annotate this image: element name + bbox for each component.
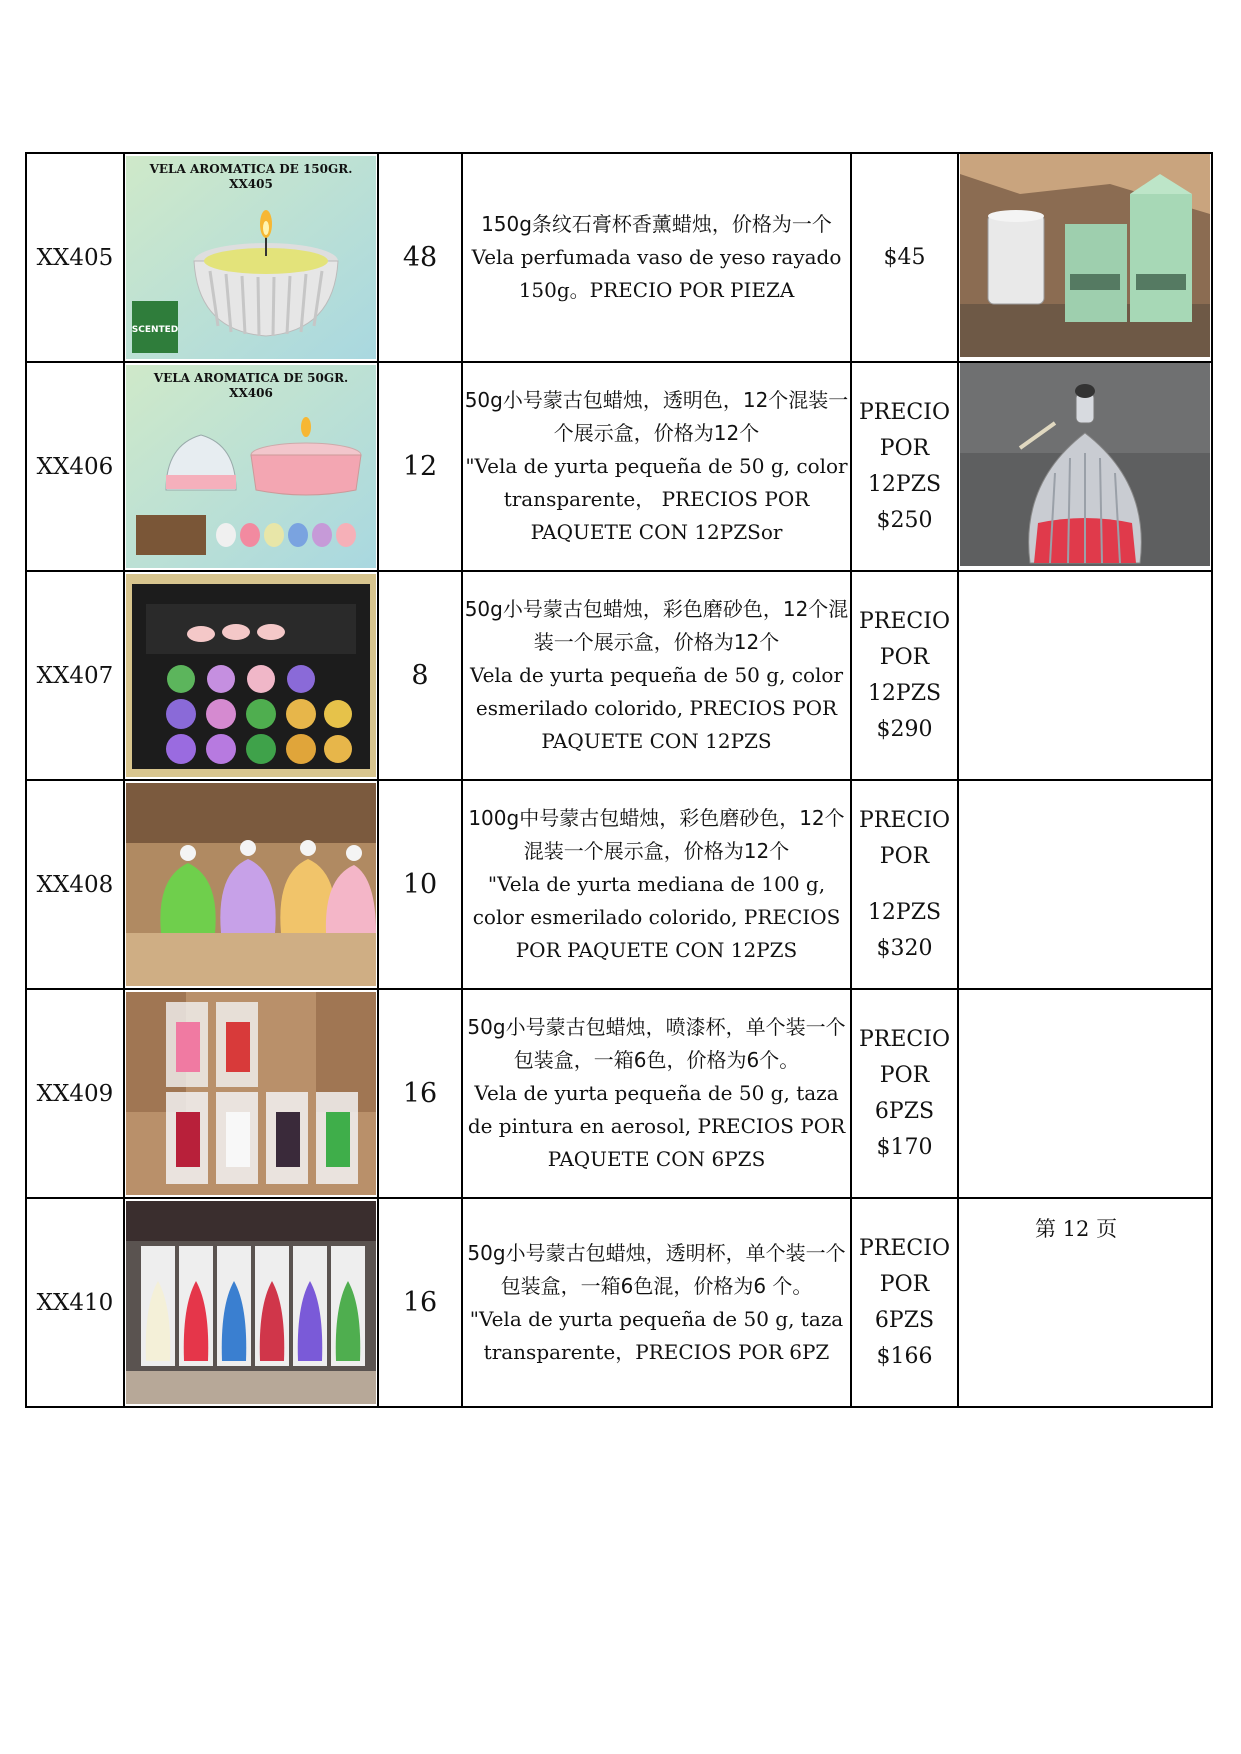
quantity: 8 (378, 571, 462, 780)
price-amount: $45 (883, 244, 926, 270)
quantity: 10 (378, 780, 462, 989)
product-code: XX405 (26, 153, 124, 362)
product-image-cell (124, 989, 378, 1198)
description-zh: 150g条纹石膏杯香薰蜡烛，价格为一个 (481, 212, 832, 236)
quantity: 12 (378, 362, 462, 571)
price-per: POR (879, 843, 930, 869)
description (462, 1198, 851, 1407)
price-amount: $320 (876, 935, 933, 961)
table-row (26, 362, 1212, 571)
candle-image-plaster (126, 156, 376, 359)
candle-image-yurt-clear (126, 365, 376, 568)
price-amount: $290 (876, 716, 933, 742)
product-image-cell (124, 780, 378, 989)
price-label: PRECIO (859, 1235, 950, 1261)
price-amount: $170 (876, 1134, 933, 1160)
candle-image-frosted-display (126, 574, 376, 777)
description-es: Vela de yurta pequeña de 50 g, color esmerilado colorido, PRECIOS POR PAQUETE CON 12PZS (469, 663, 844, 753)
description-zh: 50g小号蒙古包蜡烛，透明色，12个混装一个展示盒，价格为12个 (464, 388, 849, 445)
product-photo-yurt-jar (960, 363, 1210, 566)
price-pack: 12PZS (867, 680, 942, 706)
description-es: "Vela de yurta pequeña de 50 g, color transparente， PRECIOS POR PAQUETE CON 12PZSor (465, 454, 848, 544)
product-image-cell (124, 1198, 378, 1407)
price-pack: 6PZS (874, 1098, 935, 1124)
price (851, 1198, 958, 1407)
table-row (26, 153, 1212, 362)
price-label: PRECIO (859, 807, 950, 833)
price-pack: 6PZS (874, 1307, 935, 1333)
description (462, 153, 851, 362)
image-caption-line2: XX406 (229, 386, 273, 400)
image-caption-line1: VELA AROMATICA DE 50GR. (153, 371, 349, 385)
product-code: XX407 (26, 571, 124, 780)
quantity: 16 (378, 989, 462, 1198)
page-number: 第 12 页 (1035, 1217, 1118, 1241)
image-caption-line1: VELA AROMATICA DE 150GR. (149, 162, 353, 176)
image-caption-line2: XX405 (229, 177, 273, 191)
photo-cell (958, 153, 1212, 362)
description-zh: 50g小号蒙古包蜡烛，透明杯，单个装一个包装盒，一箱6色混，价格为6 个。 (467, 1240, 846, 1298)
description-es: Vela de yurta pequeña de 50 g, taza de pintura en aerosol, PRECIOS POR PAQUETE CON 6PZS (467, 1081, 846, 1171)
photo-cell-empty (958, 571, 1212, 780)
description-zh: 50g小号蒙古包蜡烛，喷漆杯，单个装一个包装盒，一箱6色，价格为6个。 (467, 1015, 846, 1072)
price (851, 153, 958, 362)
photo-cell-empty (958, 780, 1212, 989)
price-per: POR (879, 644, 930, 670)
candle-image-boxed-spray (126, 992, 376, 1195)
description (462, 780, 851, 989)
photo-cell-empty (958, 989, 1212, 1198)
product-code: XX406 (26, 362, 124, 571)
price (851, 362, 958, 571)
photo-cell (958, 362, 1212, 571)
product-image-cell (124, 571, 378, 780)
product-photo-boxes (960, 154, 1210, 357)
price-per: POR (879, 1271, 930, 1297)
description (462, 571, 851, 780)
price-pack: 12PZS (867, 471, 942, 497)
price-pack: 12PZS (867, 899, 942, 925)
description-zh: 100g中号蒙古包蜡烛，彩色磨砂色，12个混装一个展示盒，价格为12个 (468, 806, 845, 863)
image-badge: SCENTED (131, 325, 179, 335)
candle-image-medium-yurts (126, 783, 376, 986)
product-code: XX408 (26, 780, 124, 989)
quantity: 48 (378, 153, 462, 362)
table-row (26, 571, 1212, 780)
price-per: POR (879, 435, 930, 461)
product-code: XX410 (26, 1198, 124, 1407)
description (462, 362, 851, 571)
description (462, 989, 851, 1198)
description-es: "Vela de yurta pequeña de 50 g, taza transparente，PRECIOS POR 6PZ (469, 1306, 844, 1364)
description-es: "Vela de yurta mediana de 100 g, color esmerilado colorido, PRECIOS POR PAQUETE CON 12PZS (472, 872, 841, 962)
description-es: Vela perfumada vaso de yeso rayado 150g。PRECIO POR PIEZA (471, 245, 842, 302)
price-label: PRECIO (859, 1026, 950, 1052)
description-zh: 50g小号蒙古包蜡烛，彩色磨砂色，12个混装一个展示盒，价格为12个 (464, 597, 849, 654)
price (851, 780, 958, 989)
table-row (26, 989, 1212, 1198)
price-amount: $166 (876, 1343, 933, 1369)
table-row (26, 780, 1212, 989)
price-amount: $250 (876, 507, 933, 533)
product-image-cell (124, 362, 378, 571)
price-label: PRECIO (859, 399, 950, 425)
quantity: 16 (378, 1198, 462, 1407)
product-image-cell (124, 153, 378, 362)
product-code: XX409 (26, 989, 124, 1198)
price-label: PRECIO (859, 608, 950, 634)
candle-image-boxed-clear (126, 1201, 376, 1404)
price-per: POR (879, 1062, 930, 1088)
price (851, 989, 958, 1198)
price (851, 571, 958, 780)
